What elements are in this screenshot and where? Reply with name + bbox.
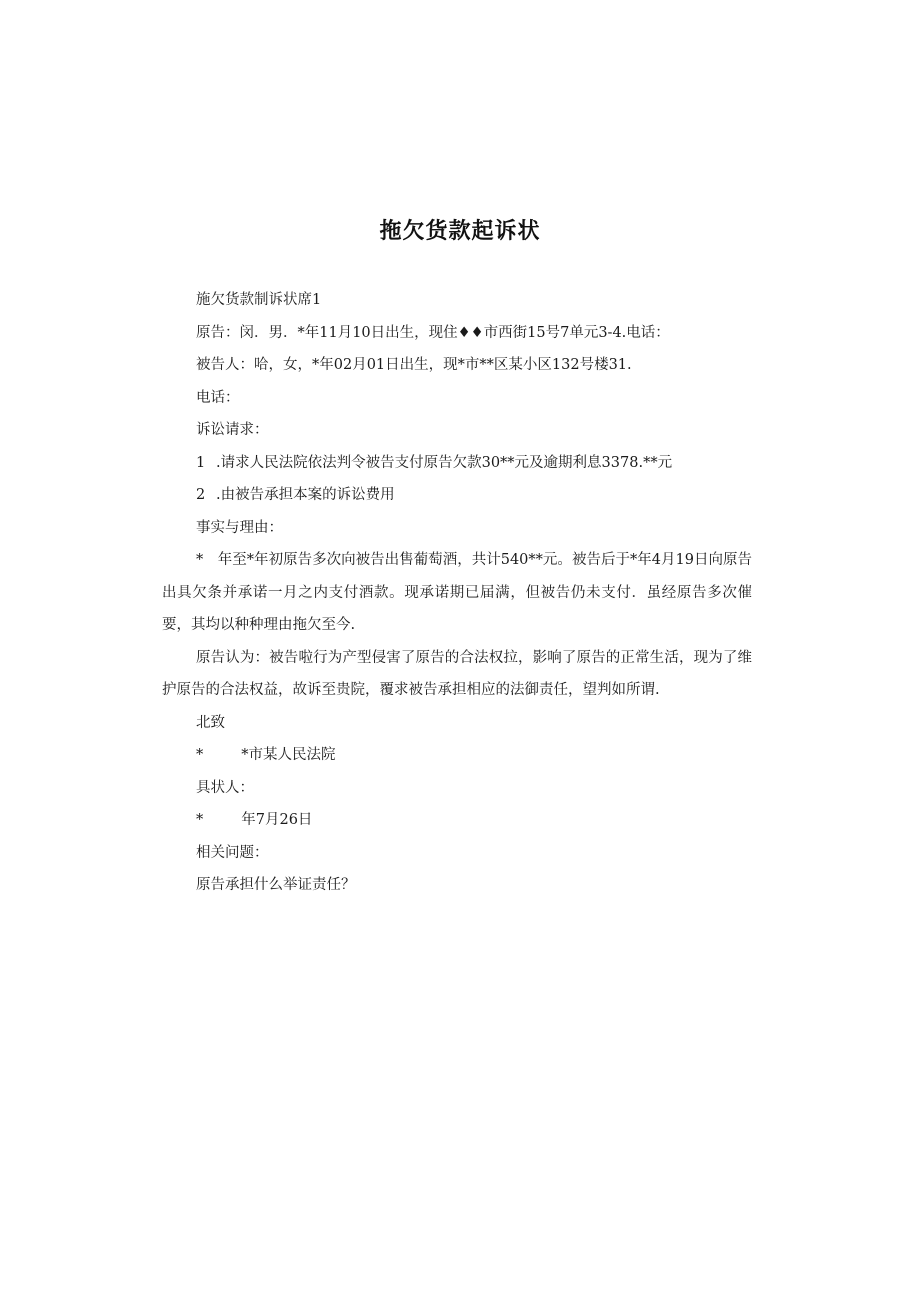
claim-number: 2 [196,487,206,503]
claim-number: 1 [196,454,206,471]
phone-label: 电话： [196,389,240,406]
related-question: 原告承担什么举证责任？ [196,877,356,893]
court-line [162,739,752,772]
closing-text: 北致 [196,714,225,731]
document-body [162,284,752,902]
claim-text: .由被告承担本案的诉讼费用 [216,487,395,503]
related-heading: 相关问题： [196,844,269,861]
date-star: * [196,812,204,828]
plaintiff-info: 原告：闵．男．*年11月10日出生，现住♦♦市西街15号7单元3-4.电话： [196,324,670,341]
claims-heading: 诉讼请求： [196,422,269,438]
facts-heading: 事实与理由： [196,519,283,536]
date-line [162,804,752,837]
claim-text: .请求人民法院依法判令被告支付原告欠款30**元及逾期利息3378.**元 [216,454,673,471]
claim-item [162,447,752,480]
facts-paragraph: * 年至*年初原告多次向被告出售葡萄酒，共计540**元。被告后于*年4月19日向原告出具欠条并承诺一月之内支付酒款。现承诺期已届满，但被告仍未支付．虽经原告多次催要，其均以种种理由拖欠至今. [162,552,752,633]
header-line: 施欠货款制诉状席1 [196,292,322,308]
document-title: 拖欠货款起诉状 [379,219,541,244]
signer-label: 具状人： [196,779,254,796]
defendant-info: 被告人：哈，女，*年02月01日出生，现*市**区某小区132号楼31. [196,357,632,373]
date-text: 年7月26日 [241,812,313,828]
court-name: *市某人民法院 [241,747,336,763]
claim-item [162,479,752,512]
opinion-paragraph: 原告认为：被告啦行为产型侵害了原告的合法权拉，影响了原告的正常生活，现为了维护原告的合法权益，故诉至贵院，覆求被告承担相应的法御责任，望判如所谓. [162,649,752,698]
court-star: * [196,747,204,763]
